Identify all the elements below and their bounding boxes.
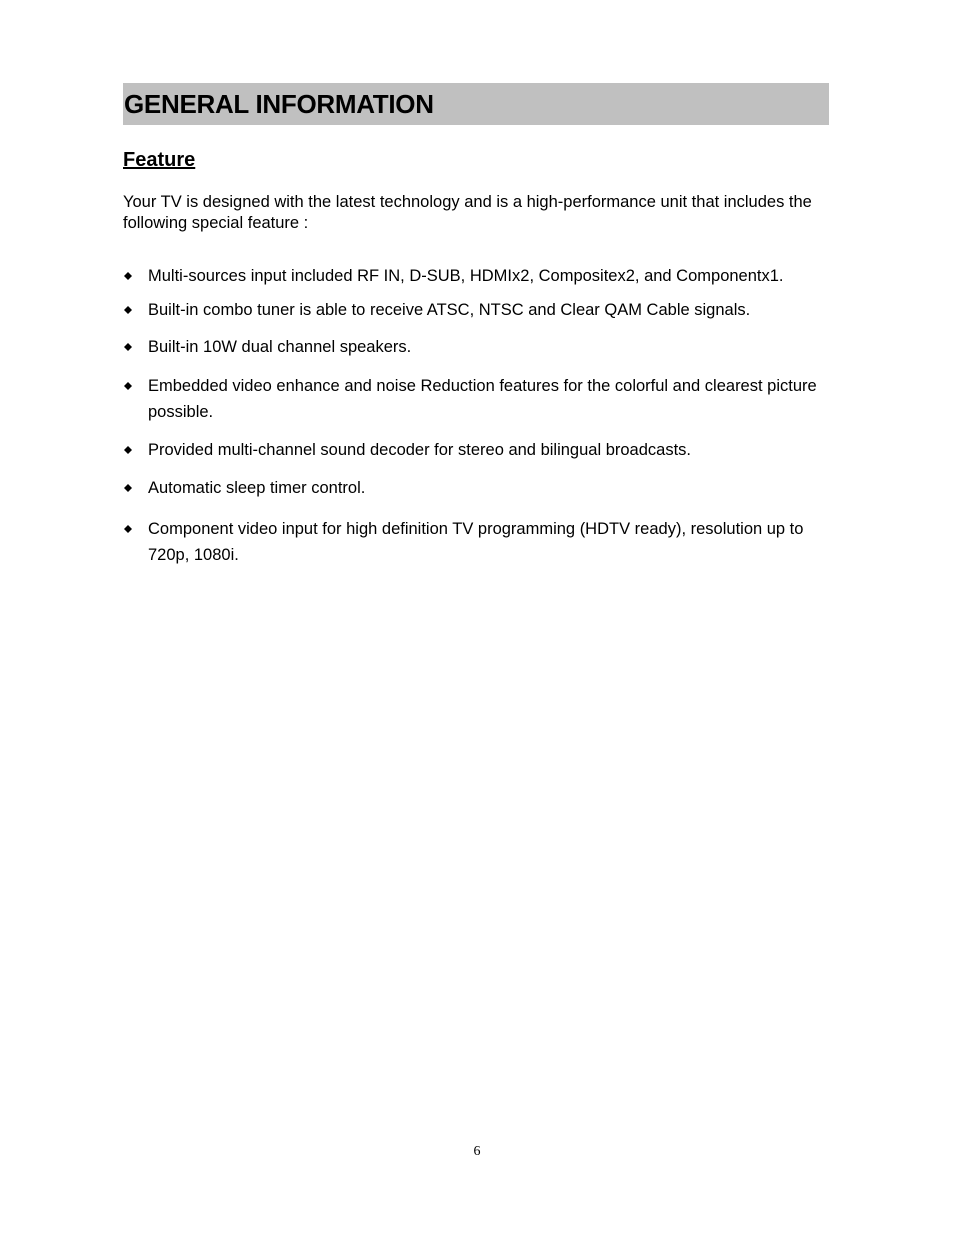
list-item [123, 475, 835, 501]
feature-intro: Your TV is designed with the latest technology and is a high-performance unit that includes the following special feature : [123, 193, 812, 232]
section-title: GENERAL INFORMATION [124, 89, 434, 119]
feature-item-text: Component video input for high definition TV programming (HDTV ready), resolution up to 720p, 1080i. [148, 520, 804, 564]
list-item [123, 263, 835, 289]
list-item [123, 373, 835, 425]
feature-item-text: Embedded video enhance and noise Reduction features for the colorful and clearest picture possible. [148, 377, 817, 421]
list-item [123, 516, 835, 568]
feature-item-text: Provided multi-channel sound decoder for stereo and bilingual broadcasts. [148, 441, 691, 459]
diamond-bullet-icon [124, 306, 132, 314]
section-banner [123, 83, 829, 125]
diamond-bullet-icon [124, 382, 132, 390]
diamond-bullet-icon [124, 272, 132, 280]
diamond-bullet-icon [124, 343, 132, 351]
feature-item-text: Automatic sleep timer control. [148, 479, 366, 497]
diamond-bullet-icon [124, 525, 132, 533]
list-item [123, 334, 835, 360]
list-item [123, 297, 835, 323]
page-number: 6 [473, 1144, 481, 1159]
feature-item-text: Built-in 10W dual channel speakers. [148, 338, 412, 356]
diamond-bullet-icon [124, 484, 132, 492]
list-item [123, 437, 835, 463]
feature-item-text: Built-in combo tuner is able to receive ATSC, NTSC and Clear QAM Cable signals. [148, 301, 751, 319]
diamond-bullet-icon [124, 446, 132, 454]
feature-item-text: Multi-sources input included RF IN, D-SUB, HDMIx2, Compositex2, and Componentx1. [148, 267, 784, 285]
feature-heading: Feature [123, 149, 196, 171]
